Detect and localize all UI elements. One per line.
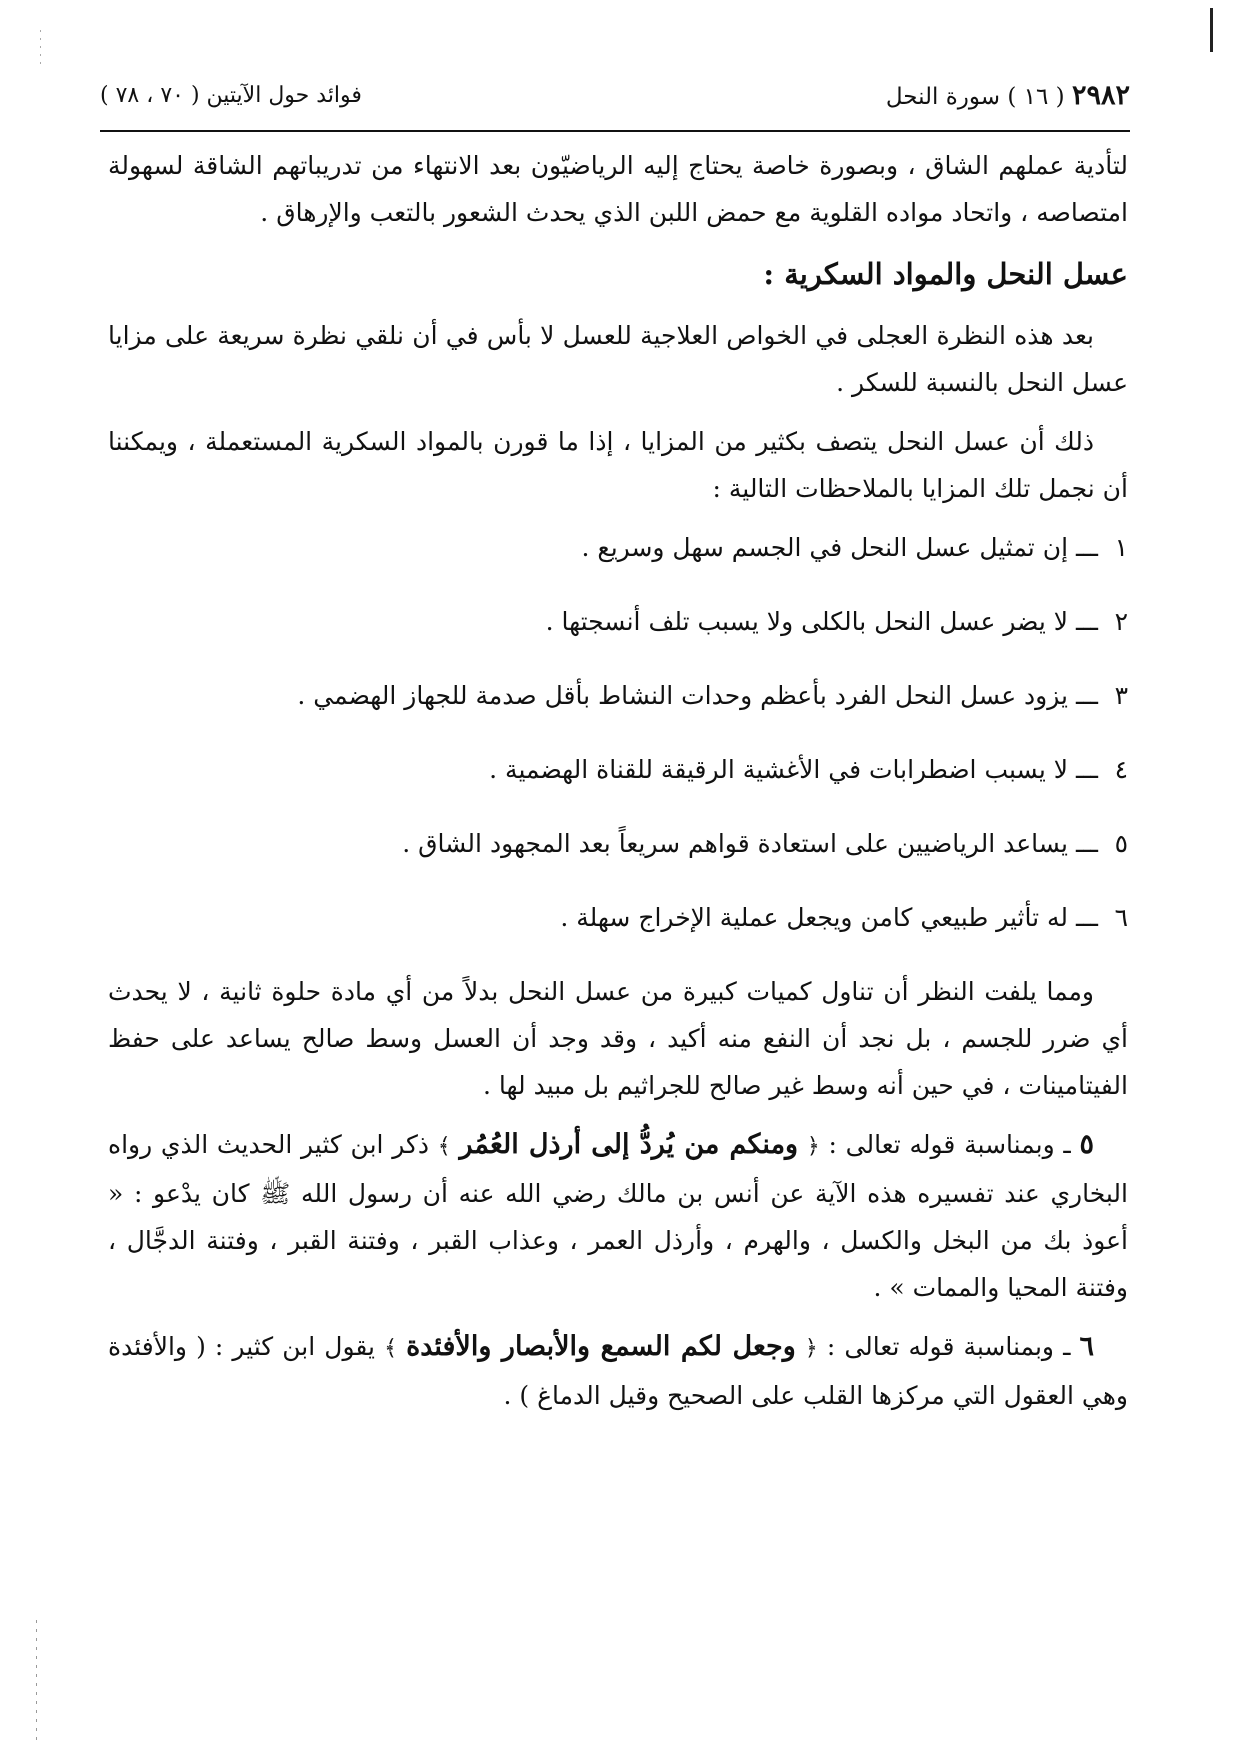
section-info: فوائد حول الآيتين ( ٧٠ ، ٧٨ ) [100, 83, 362, 108]
closing-paragraph: ومما يلفت النظر أن تناول كميات كبيرة من عسل النحل بدلاً من أي مادة حلوة ثانية ، لا يحدث أي ضرر للجسم ، بل نجد أن النفع منه أكيد ، وقد وجد أن العسل وسط صالح يساعد على حفظ الفيتامينات ، في حين أنه وسط غير صالح للجراثيم بل مبيد لها . [108, 977, 1128, 1100]
quran-bracket-open: ﴿ [804, 1336, 818, 1361]
section-heading: عسل النحل والمواد السكرية : [763, 257, 1128, 291]
benefit-6-text: يقول ابن كثير : ( والأفئدة وهي العقول التي مركزها القلب على الصحيح وقيل الدماغ ) . [108, 1332, 1128, 1410]
quran-bracket-close: ﴾ [384, 1336, 397, 1361]
list-item-text: يزود عسل النحل الفرد بأعظم وحدات النشاط بأقل صدمة للجهاز الهضمي . [297, 681, 1069, 710]
page-header [100, 76, 1130, 116]
header-page-info [886, 76, 1130, 117]
page-number: ٢٩٨٢ [1071, 80, 1130, 111]
list-item-number: ٣ [1114, 681, 1128, 710]
intro-paragraph: لتأدية عملهم الشاق ، وبصورة خاصة يحتاج إليه الرياضيّون بعد الانتهاء من تدريباتهم الشاقة لسهولة امتصاصه ، واتحاد مواده القلوية مع حمض اللبن الذي يحدث الشعور بالتعب والإرهاق . [108, 151, 1128, 227]
benefit-5-intro: وبمناسبة قوله تعالى : [828, 1130, 1055, 1159]
list-item-number: ٤ [1114, 755, 1128, 784]
list-item-number: ٥ [1114, 829, 1128, 858]
list-item: ٦ـــله تأثير طبيعي كامن ويجعل عملية الإخراج سهلة . [108, 894, 1128, 941]
header-rule [100, 130, 1130, 132]
list-item-text: يساعد الرياضيين على استعادة قواهم سريعاً بعد المجهود الشاق . [402, 829, 1069, 858]
list-item-text: له تأثير طبيعي كامن ويجعل عملية الإخراج سهلة . [560, 903, 1069, 932]
scan-edge-dots [36, 1620, 37, 1740]
list-item: ٤ـــلا يسبب اضطرابات في الأغشية الرقيقة للقناة الهضمية . [108, 746, 1128, 793]
list-item: ١ـــإن تمثيل عسل النحل في الجسم سهل وسريع . [108, 524, 1128, 571]
quran-bracket-close: ﴾ [437, 1134, 451, 1159]
list-item: ٣ـــيزود عسل النحل الفرد بأعظم وحدات النشاط بأقل صدمة للجهاز الهضمي . [108, 672, 1128, 719]
benefit-6-paragraph: ٦ ـ وبمناسبة قوله تعالى : ﴿ وجعل لكم السمع والأبصار والأفئدة ﴾ يقول ابن كثير : ( والأفئدة وهي العقول التي مركزها القلب على الصحيح وقيل الدماغ ) . [108, 1331, 1128, 1410]
benefit-6-number: ٦ [1079, 1331, 1095, 1362]
list-item-text: إن تمثيل عسل النحل في الجسم سهل وسريع . [581, 533, 1069, 562]
page-body [108, 142, 1128, 1431]
scan-edge-dots [40, 30, 41, 70]
list-item-text: لا يضر عسل النحل بالكلى ولا يسبب تلف أنسجتها . [545, 607, 1069, 636]
benefit-6-intro: وبمناسبة قوله تعالى : [826, 1332, 1055, 1361]
list-item: ٢ـــلا يضر عسل النحل بالكلى ولا يسبب تلف أنسجتها . [108, 598, 1128, 645]
paragraph: ذلك أن عسل النحل يتصف بكثير من المزايا ، إذا ما قورن بالمواد السكرية المستعملة ، ويمكننا أن نجمل تلك المزايا بالملاحظات التالية : [108, 427, 1128, 503]
benefit-5-number: ٥ [1079, 1129, 1095, 1160]
scan-edge-line [1210, 8, 1213, 52]
list-item-number: ١ [1114, 533, 1128, 562]
benefit-5-text: ذكر ابن كثير الحديث الذي رواه البخاري عند تفسيره هذه الآية عن أنس بن مالك رضي الله عنه أن رسول الله ﷺ كان يدْعو : « أعوذ بك من البخل والكسل ، والهرم ، وأرذل العمر ، وعذاب القبر ، وفتنة القبر ، وفتنة الدجَّال ، وفتنة المحيا والممات » . [108, 1130, 1128, 1302]
benefits-list [108, 524, 1128, 941]
list-item-number: ٦ [1114, 903, 1128, 932]
benefit-5-paragraph: ٥ ـ وبمناسبة قوله تعالى : ﴿ ومنكم من يُردُّ إلى أرذل العُمُر ﴾ ذكر ابن كثير الحديث الذي رواه البخاري عند تفسيره هذه الآية عن أنس بن مالك رضي الله عنه أن رسول الله ﷺ كان يدْعو : « أعوذ بك من البخل والكسل ، والهرم ، وأرذل العمر ، وعذاب القبر ، وفتنة القبر ، وفتنة الدجَّال ، وفتنة المحيا والممات » . [108, 1129, 1128, 1302]
quran-verse: ومنكم من يُردُّ إلى أرذل العُمُر [459, 1129, 799, 1160]
list-item-number: ٢ [1114, 607, 1128, 636]
list-item: ٥ـــيساعد الرياضيين على استعادة قواهم سريعاً بعد المجهود الشاق . [108, 820, 1128, 867]
list-item-text: لا يسبب اضطرابات في الأغشية الرقيقة للقناة الهضمية . [489, 755, 1069, 784]
quran-bracket-open: ﴿ [806, 1134, 820, 1159]
quran-verse: وجعل لكم السمع والأبصار والأفئدة [406, 1331, 796, 1362]
surah-info: ( ١٦ ) سورة النحل [885, 84, 1065, 110]
paragraph: بعد هذه النظرة العجلى في الخواص العلاجية للعسل لا بأس في أن نلقي نظرة سريعة على مزايا عسل النحل بالنسبة للسكر . [108, 321, 1128, 397]
